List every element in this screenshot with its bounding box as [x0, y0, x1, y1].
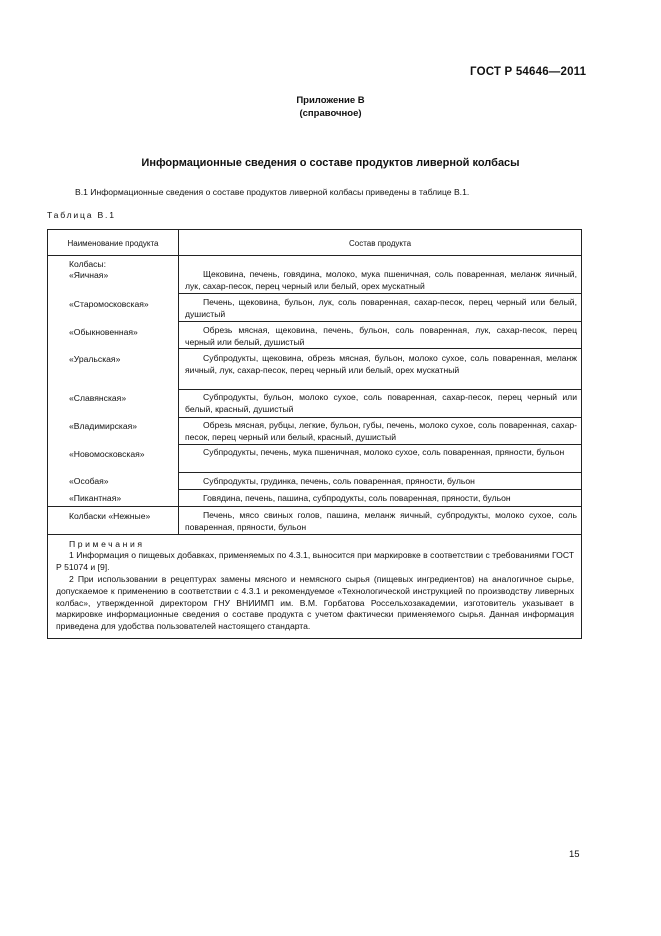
table-header-divider [48, 255, 581, 256]
page-number: 15 [569, 849, 580, 860]
product-composition: Субпродукты, грудинка, печень, соль поваренная, пряности, бульон [203, 476, 475, 486]
section-divider [48, 506, 581, 507]
standard-number: ГОСТ Р 54646—2011 [470, 66, 587, 78]
notes-divider [48, 534, 581, 535]
product-composition: Субпродукты, щековина, обрезь мясная, бульон, молоко сухое, соль поваренная, меланж яичный, лук, сахар-песок, перец черный или белый, орех мускатный [185, 353, 577, 375]
row-divider [178, 417, 581, 418]
row-divider [178, 472, 581, 473]
product-name: «Новомосковская» [69, 449, 145, 459]
product-name: «Старомосковская» [69, 299, 149, 309]
product-name: «Обыкновенная» [69, 327, 138, 337]
row-divider [178, 444, 581, 445]
product-name: «Славянская» [69, 393, 127, 403]
group-label: Колбасы: [69, 259, 106, 269]
product-composition: Обрезь мясная, рубцы, легкие, бульон, губы, печень, молоко сухое, соль поваренная, сахар-песок, перец черный или белый, красный, душистый [185, 420, 577, 442]
product-composition: Субпродукты, бульон, молоко сухое, соль поваренная, сахар-песок, перец черный или белый, красный, душистый [185, 392, 577, 414]
product-composition: Печень, мясо свиных голов, пашина, меланж яичный, субпродукты, молоко сухое, соль поваренная, пряности, бульон [185, 510, 577, 532]
note-item: 2 При использовании в рецептурах замены мясного и немясного сырья (пищевых ингредиентов) на аналогичное сырье, допускаемое к применению в соответствии с 4.3.1 и рекомендуемое «Технологической инструкцией по производству ливерных колбас», утвержденной директором ГНУ ВНИИМП им. В.М. Горбатова Россельхозакадемии, изготовитель указывает в маркировке информационные сведения о составе продукта с учетом фактически применяемого сырья. Данная информация приведена для удобства пользователей настоящего стандарта. [56, 574, 574, 632]
product-composition: Щековина, печень, говядина, молоко, мука пшеничная, соль поваренная, меланж яичный, лук, сахар-песок, перец черный или белый, орех мускатный [185, 269, 577, 291]
intro-paragraph: В.1 Информационные сведения о составе продуктов ливерной колбасы приведены в таблице В.1. [75, 187, 470, 197]
composition-table [47, 229, 582, 639]
table-header-composition: Состав продукта [348, 239, 412, 248]
product-composition: Обрезь мясная, щековина, печень, бульон, соль поваренная, лук, сахар-песок, перец черный или белый, душистый [185, 325, 577, 347]
note-item: 1 Информация о пищевых добавках, применяемых по 4.3.1, выносится при маркировке в соответствии с требованиями ГОСТ Р 51074 и [9]. [56, 550, 574, 572]
row-divider [178, 389, 581, 390]
product-name: Колбаски «Нежные» [69, 511, 151, 521]
table-header-name: Наименование продукта [67, 239, 159, 248]
notes-heading: Примечания [69, 539, 145, 549]
product-name: «Яичная» [69, 270, 109, 280]
row-divider [178, 293, 581, 294]
appendix-title: Приложение В [296, 95, 365, 106]
table-label: Таблица В.1 [47, 210, 116, 220]
product-name: «Особая» [69, 476, 109, 486]
row-divider [178, 321, 581, 322]
table-column-divider [178, 255, 179, 534]
row-divider [178, 489, 581, 490]
product-name: «Пикантная» [69, 493, 122, 503]
section-title: Информационные сведения о составе продуктов ливерной колбасы [141, 157, 520, 169]
product-name: «Владимирская» [69, 421, 138, 431]
product-name: «Уральская» [69, 354, 121, 364]
product-composition: Субпродукты, печень, мука пшеничная, молоко сухое, соль поваренная, пряности, бульон [203, 447, 565, 457]
appendix-subtitle: (справочное) [299, 108, 362, 119]
product-composition: Говядина, печень, пашина, субпродукты, соль поваренная, пряности, бульон [203, 493, 511, 503]
product-composition: Печень, щековина, бульон, лук, соль поваренная, сахар-песок, перец черный или белый, душистый [185, 297, 577, 319]
